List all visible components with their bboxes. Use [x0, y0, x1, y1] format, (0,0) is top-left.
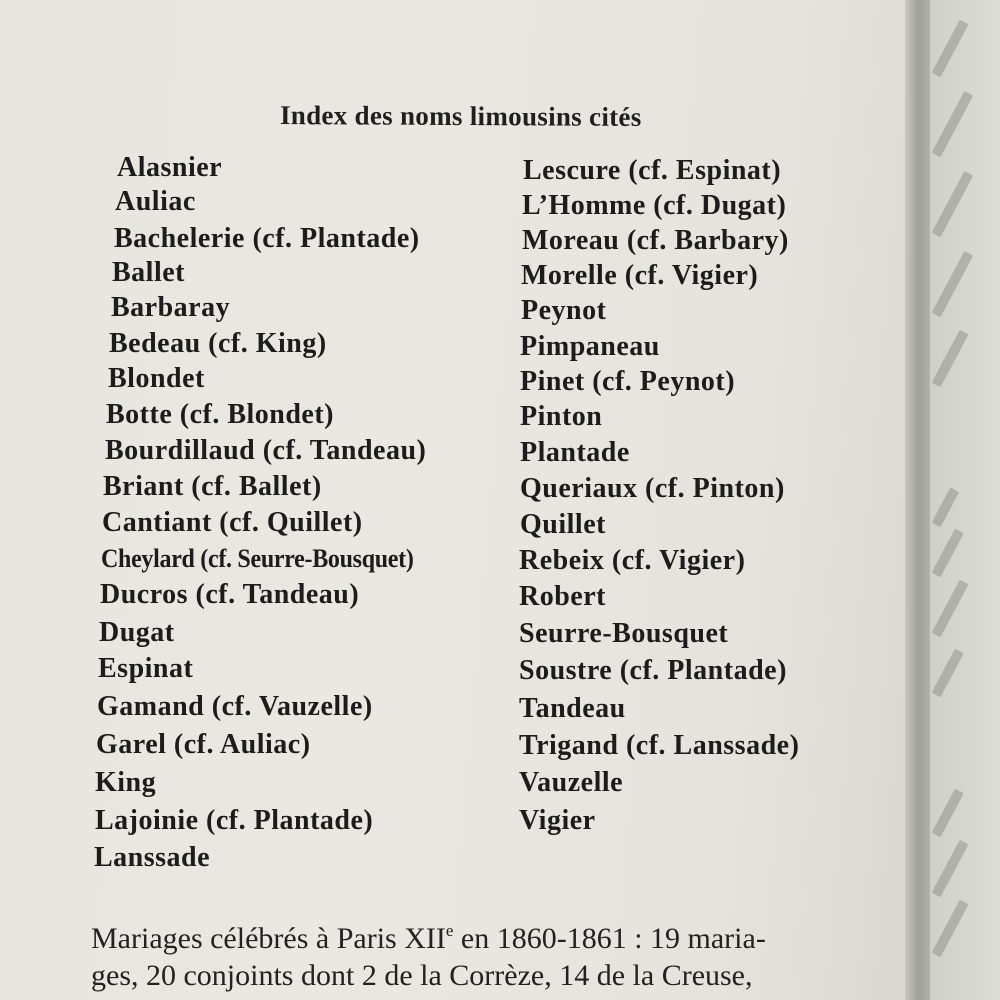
body-paragraph-line-2: ges, 20 conjoints dont 2 de la Corrèze, 14 de la Creuse, [91, 959, 753, 992]
index-entry: Espinat [98, 653, 194, 684]
index-entry: Blondet [108, 363, 205, 394]
index-entry: Dugat [99, 617, 175, 648]
index-entry: Garel (cf. Auliac) [96, 729, 311, 760]
index-entry: Auliac [115, 186, 196, 217]
index-entry: Bedeau (cf. King) [109, 328, 327, 359]
index-entry: Pimpaneau [520, 331, 660, 362]
blurred-text-line [932, 20, 969, 78]
index-entry: Gamand (cf. Vauzelle) [97, 691, 373, 722]
blurred-text-line [932, 251, 974, 318]
blurred-text-line [932, 649, 964, 698]
index-entry: Lajoinie (cf. Plantade) [95, 805, 374, 836]
index-entry: Tandeau [519, 693, 626, 724]
index-entry: Vauzelle [519, 767, 624, 798]
index-entry: Plantade [520, 437, 630, 468]
index-entry: Alasnier [117, 152, 223, 183]
blurred-text-line [932, 580, 969, 638]
paragraph-text: en 1860-1861 : 19 maria- [453, 922, 766, 955]
index-entry: Moreau (cf. Barbary) [522, 225, 789, 256]
index-entry: Peynot [521, 295, 607, 326]
index-entry: Pinton [520, 401, 603, 432]
index-entry: Ducros (cf. Tandeau) [100, 579, 360, 610]
blurred-text-line [932, 91, 974, 158]
index-entry: Morelle (cf. Vigier) [521, 260, 759, 291]
index-entry: King [95, 767, 157, 798]
body-paragraph-line-1 [91, 920, 766, 958]
blurred-text-line [932, 487, 960, 527]
index-entry: Vigier [519, 805, 596, 836]
index-entry: Robert [519, 581, 606, 612]
index-entry: Trigand (cf. Lanssade) [519, 730, 800, 761]
index-entry: L’Homme (cf. Dugat) [522, 190, 787, 221]
blurred-text-line [932, 789, 964, 838]
superscript-e: e [445, 921, 454, 940]
index-entry: Lescure (cf. Espinat) [523, 155, 782, 186]
blurred-text-line [932, 171, 974, 238]
blurred-text-line [932, 900, 969, 958]
index-entry: Cheylard (cf. Seurre-Bousquet) [101, 544, 414, 574]
index-title: Index des noms limousins cités [279, 100, 642, 132]
index-entry: Queriaux (cf. Pinton) [520, 473, 785, 504]
index-entry: Cantiant (cf. Quillet) [102, 507, 363, 538]
index-entry: Botte (cf. Blondet) [106, 399, 335, 430]
blurred-text-line [932, 840, 969, 898]
blurred-text-line [932, 330, 969, 388]
blurred-text-line [932, 529, 964, 578]
index-entry: Lanssade [94, 842, 211, 873]
adjacent-page [930, 0, 1000, 1000]
index-entry: Rebeix (cf. Vigier) [519, 545, 746, 576]
index-entry: Quillet [520, 509, 606, 540]
index-entry: Seurre-Bousquet [519, 618, 729, 649]
index-entry: Briant (cf. Ballet) [103, 471, 322, 502]
index-entry: Bourdillaud (cf. Tandeau) [105, 435, 427, 466]
index-entry: Pinet (cf. Peynot) [520, 366, 736, 397]
index-entry: Soustre (cf. Plantade) [519, 655, 787, 686]
index-entry: Bachelerie (cf. Plantade) [114, 223, 420, 254]
paragraph-text: Mariages célébrés à Paris XII [91, 922, 446, 955]
index-entry: Barbaray [111, 292, 231, 323]
index-entry: Ballet [112, 257, 185, 288]
